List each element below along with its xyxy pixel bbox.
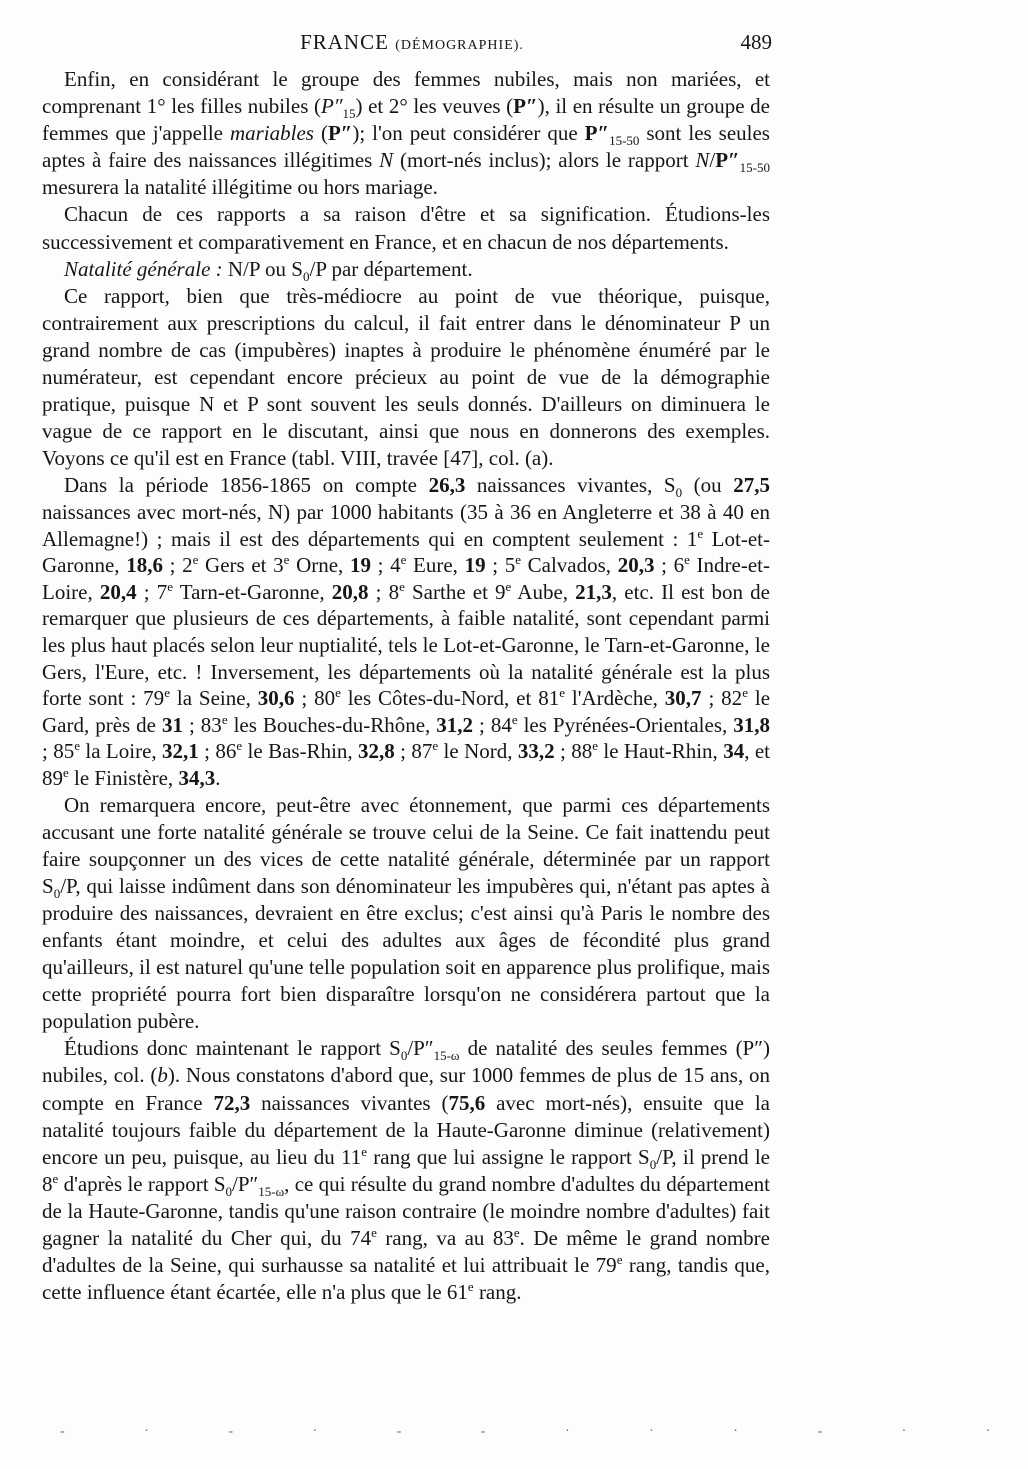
text-run-paragraphs-p5-b13: 31,2	[436, 712, 474, 737]
text-run-paragraphs-p5-r5: e	[515, 552, 521, 568]
text-run-paragraphs-p5-t31: ; 85	[42, 739, 75, 764]
text-run-paragraphs-p5-t20: , etc. Il est bon de remarquer que plusieurs de ces départements, à faible natalité, sont cependant parmi les plus haut placés selon leur nuptialité, tels le Lot-et-Garonne, le Tarn-et-Garonne, le Gers, l'Eure, etc. ! Inversement, les départements où la natalité générale est la plus forte sont : 79	[42, 579, 771, 711]
text-run-paragraphs-p5-r1: e	[697, 525, 704, 541]
text-run-paragraphs-p5-t26: le Gard, près de	[42, 686, 771, 737]
text-run-paragraphs-p5-b5: 19	[464, 553, 486, 578]
text-run-paragraphs-p7-b1: 72,3	[213, 1090, 251, 1115]
text-run-paragraphs-p5-t39: , et 89	[42, 739, 770, 790]
text-run-paragraphs-p5-r17: e	[236, 738, 243, 754]
text-run-paragraphs-p7-t1: Étudions donc maintenant le rapport S	[64, 1036, 401, 1061]
text-run-paragraphs-p7-s3: 0	[649, 1156, 657, 1172]
text-run-paragraphs-p5-t6: ; 2	[162, 553, 193, 578]
text-run-paragraphs-p1-b2: P″	[327, 121, 353, 146]
text-run-paragraphs-p7-r1: e	[361, 1143, 368, 1159]
header-title	[52, 30, 772, 55]
text-run-paragraphs-p5-b14: 31,8	[733, 712, 770, 737]
text-run-paragraphs-p7-t14: rang, tandis que, cette influence étant écartée, elle n'a plus que le 61	[42, 1253, 771, 1305]
text-run-paragraphs-p5-t29: ; 84	[473, 712, 512, 737]
text-run-paragraphs-p7-t6: avec mort-nés), ensuite que la natalité toujours faible du département de la Haute-Garonne diminue (relativement) encore un peu, puisque, au lieu du 11	[42, 1090, 770, 1169]
text-run-paragraphs-p5-r15: e	[511, 711, 518, 727]
text-run-paragraphs-p5-r18: e	[432, 738, 439, 754]
text-run-paragraphs-p5-t11: ; 5	[485, 553, 516, 578]
header-country: FRANCE	[300, 30, 389, 54]
text-run-paragraphs-p7-t12: rang, va au 83	[376, 1226, 514, 1251]
body-text	[42, 66, 770, 1306]
paragraph-chacun: Chacun de ces rapports a sa raison d'être et sa signification. Étudions-les successivement et comparativement en France, et en chacun de nos départements.	[42, 202, 770, 254]
text-run-paragraphs-p1-e3: N	[379, 148, 394, 173]
text-run-paragraphs-p5-t18: Sarthe et 9	[404, 579, 506, 604]
text-run-paragraphs-p7-s2: 15-ω	[433, 1048, 460, 1064]
text-run-paragraphs-p1-e2: mariables	[229, 121, 314, 146]
text-run-paragraphs-p5-b3: 18,6	[126, 553, 163, 578]
text-run-paragraphs-p7-r2: e	[52, 1170, 59, 1186]
text-run-paragraphs-p7-t5: naissances vivantes (	[250, 1090, 449, 1115]
text-run-paragraphs-p3-s1: 0	[302, 268, 310, 284]
text-run-paragraphs-p5-t7: Gers et 3	[198, 553, 284, 578]
text-run-paragraphs-p5-b4: 19	[349, 553, 371, 578]
text-run-paragraphs-p5-t16: Tarn-et-Garonne,	[172, 579, 332, 604]
text-run-paragraphs-p5-t2: naissances vivantes, S	[465, 473, 676, 498]
text-run-paragraphs-p1-s1: 15	[342, 106, 356, 122]
text-run-paragraphs-p7-t4: ). Nous constatons d'abord que, sur 1000 femmes de plus de 15 ans, on compte en France	[42, 1063, 770, 1115]
text-run-paragraphs-p7-t10: /P″	[232, 1171, 259, 1196]
text-run-paragraphs-p5-b1: 26,3	[428, 473, 466, 498]
text-run-paragraphs-p5-b19: 34,3	[178, 765, 216, 790]
paragraph-etudions-donc	[42, 1035, 770, 1306]
text-run-paragraphs-p7-t7: rang que lui assigne le rapport S	[367, 1144, 650, 1169]
text-run-paragraphs-p5-b6: 20,3	[617, 553, 655, 578]
text-run-paragraphs-p5-r19: e	[592, 738, 598, 754]
text-run-paragraphs-p7-r4: e	[513, 1225, 520, 1241]
text-run-paragraphs-p5-t23: les Côtes-du-Nord, et 81	[340, 686, 560, 711]
text-run-paragraphs-p7-s1: 0	[400, 1048, 408, 1064]
text-run-paragraphs-p5-r4: e	[400, 552, 407, 568]
text-run-paragraphs-p5-t17: ; 8	[368, 579, 400, 604]
text-run-paragraphs-p5-r7: e	[167, 578, 173, 594]
text-run-paragraphs-p5-b17: 33,2	[517, 739, 555, 764]
text-run-paragraphs-p5-r14: e	[221, 711, 228, 727]
text-run-paragraphs-p5-t9: ; 4	[370, 553, 401, 578]
text-run-paragraphs-p5-t14: Indre-et-Loire,	[42, 553, 770, 604]
text-run-paragraphs-p5-b2: 27,5	[733, 473, 770, 498]
text-run-paragraphs-p5-r2: e	[192, 552, 199, 568]
text-run-paragraphs-p5-t15: ; 7	[136, 579, 168, 604]
text-run-paragraphs-p7-t13: . De même le grand nombre d'adultes de la Seine, qui surhausse sa natalité et lui attribuait le 79	[42, 1226, 770, 1278]
text-run-paragraphs-p5-t28: les Bouches-du-Rhône,	[227, 712, 437, 737]
text-run-paragraphs-p3-e1: Natalité générale :	[64, 256, 223, 281]
text-run-paragraphs-p5-b16: 32,8	[358, 739, 395, 764]
text-run-paragraphs-p1-t3: ), il en résulte un groupe de femmes que j'appelle	[42, 94, 770, 146]
footer-print-marks: - · - · - - · · · - · ·	[60, 1424, 1028, 1439]
paragraph-mariables	[42, 66, 770, 201]
text-run-paragraphs-p5-b7: 20,4	[99, 579, 137, 604]
text-run-paragraphs-p6-s1: 0	[53, 886, 61, 901]
text-run-paragraphs-p5-t4: naissances avec mort-nés, N) par 1000 habitants (35 à 36 en Angleterre et 38 à 40 en Allemagne!) ; mais il est des départements qui en comptent seulement : 1	[42, 500, 770, 551]
text-run-paragraphs-p5-t21: la Seine,	[169, 686, 258, 711]
text-run-paragraphs-p5-b10: 30,6	[257, 686, 295, 711]
text-run-paragraphs-p1-t1: Enfin, en considérant le groupe des femmes nubiles, mais non mariées, et comprenant 1° les filles nubiles (	[42, 67, 770, 119]
text-run-paragraphs-p5-b18: 34	[723, 739, 745, 764]
text-run-paragraphs-p5-r13: e	[742, 685, 748, 701]
text-run-paragraphs-p7-t8: /P, il prend le 8	[42, 1144, 770, 1196]
text-run-paragraphs-p1-t4: (	[313, 121, 328, 146]
text-run-paragraphs-p6-t1: On remarquera encore, peut-être avec étonnement, que parmi ces départements accusant une forte natalité générale se trouve celui de la Seine. Ce fait inattendu peut faire soupçonner un des vices de cette natalité générale, déterminée par un rapport S	[42, 792, 770, 898]
text-run-paragraphs-p7-s5: 15-ω	[258, 1184, 285, 1200]
page-number: 489	[740, 30, 772, 54]
text-run-paragraphs-p1-t6: sont les seules aptes à faire des naissances illégitimes	[42, 121, 770, 173]
text-run-paragraphs-p5-t1: Dans la période 1856-1865 on compte	[64, 473, 429, 498]
text-run-paragraphs-p1-t9: mesurera la natalité illégitime ou hors mariage.	[42, 175, 438, 200]
text-run-paragraphs-p1-b1: P″	[513, 94, 538, 119]
text-run-paragraphs-p5-t36: le Nord,	[438, 739, 518, 764]
text-run-paragraphs-p5-t37: ; 88	[554, 739, 593, 764]
text-run-paragraphs-p1-e4: N	[695, 148, 710, 173]
text-run-paragraphs-p5-r20: e	[63, 764, 69, 780]
text-run-paragraphs-p3-t1: N/P ou S	[222, 256, 303, 281]
text-run-paragraphs-p7-e1: b	[157, 1063, 168, 1088]
text-run-paragraphs-p5-t41: .	[215, 765, 221, 790]
text-run-paragraphs-p5-t10: Eure,	[406, 553, 465, 578]
text-run-paragraphs-p5-t12: Calvados,	[521, 553, 618, 578]
text-run-paragraphs-p5-r8: e	[399, 578, 405, 594]
text-run-paragraphs-p5-t25: ; 82	[701, 686, 743, 711]
text-run-paragraphs-p5-t8: Orne,	[289, 553, 350, 578]
text-run-paragraphs-p1-b3: P″	[584, 121, 610, 146]
text-run-paragraphs-p5-t27: ; 83	[183, 712, 222, 737]
text-run-paragraphs-p7-t11: , ce qui résulte du grand nombre d'adultes du département de la Haute-Garonne, tandis qu'une raison contraire (le moindre nombre d'adultes) fait gagner la natalité du Cher qui, du 74	[42, 1171, 770, 1251]
text-run-paragraphs-p1-b4: P″	[715, 148, 740, 173]
text-run-paragraphs-p5-r6: e	[684, 552, 690, 568]
text-run-paragraphs-p5-t32: la Loire,	[80, 739, 163, 764]
text-run-paragraphs-p5-b11: 30,7	[664, 686, 702, 711]
text-run-paragraphs-p5-t19: Aube,	[511, 579, 576, 604]
text-run-paragraphs-p5-t24: l'Ardèche,	[565, 686, 665, 711]
text-run-paragraphs-p5-t3: (ou	[682, 473, 734, 498]
text-run-paragraphs-p7-t15: rang.	[473, 1280, 522, 1305]
running-header	[52, 30, 772, 60]
text-run-paragraphs-p1-t7: (mort-nés inclus); alors le rapport	[393, 148, 696, 173]
text-run-paragraphs-p7-t9: d'après le rapport S	[58, 1171, 226, 1196]
text-run-paragraphs-p5-t40: le Finistère,	[68, 765, 179, 790]
text-run-paragraphs-p5-r11: e	[335, 685, 341, 701]
text-run-paragraphs-p5-t35: ; 87	[394, 739, 433, 764]
text-run-paragraphs-p3-t2: /P par département.	[309, 256, 473, 281]
text-run-paragraphs-p1-t2: ) et 2° les veuves (	[355, 94, 514, 119]
text-run-paragraphs-p7-t2: /P″	[407, 1036, 434, 1061]
text-run-paragraphs-p5-t22: ; 80	[294, 686, 336, 711]
text-run-paragraphs-p5-t30: les Pyrénées-Orientales,	[517, 712, 734, 737]
text-run-paragraphs-p7-r3: e	[371, 1225, 377, 1241]
text-run-paragraphs-p5-r16: e	[74, 738, 80, 754]
text-run-paragraphs-p5-b9: 21,3	[575, 579, 612, 604]
header-subtitle: (DÉMOGRAPHIE).	[395, 38, 524, 53]
text-run-paragraphs-p5-r9: e	[505, 578, 512, 594]
text-run-paragraphs-p5-r10: e	[164, 685, 170, 701]
text-run-paragraphs-p5-r3: e	[283, 552, 290, 568]
text-run-paragraphs-p5-b8: 20,8	[331, 579, 369, 604]
text-run-paragraphs-p7-b2: 75,6	[448, 1090, 486, 1115]
text-run-paragraphs-p5-t13: ; 6	[654, 553, 685, 578]
text-run-paragraphs-p5-t34: le Bas-Rhin,	[242, 739, 359, 764]
text-run-paragraphs-p1-t5: ); l'on peut considérer que	[352, 121, 585, 146]
text-run-paragraphs-p1-e1: P″	[320, 94, 343, 119]
text-run-paragraphs-p1-s2: 15-50	[609, 133, 640, 149]
paragraph-periode	[42, 472, 770, 791]
paragraph-ce-rapport: Ce rapport, bien que très-médiocre au point de vue théorique, puisque, contrairement aux prescriptions du calcul, il fait entrer dans le dénominateur P un grand nombre de cas (impubères) inaptes à produire le phénomène énuméré par le numérateur, est cependant encore précieux au point de vue de la démographie pratique, puisque N et P sont souvent les seuls donnés. D'ailleurs on diminuera le vague de ce rapport en le discutant, ainsi que nous en donnerons des exemples. Voyons ce qu'il est en France (tabl. VIII, travée [47], col. (a).	[42, 283, 770, 471]
text-run-paragraphs-p5-t38: le Haut-Rhin,	[597, 739, 724, 764]
text-run-paragraphs-p6-t2: /P, qui laisse indûment dans son dénominateur les impubères qui, n'étant pas aptes à produire des naissances, devraient en être exclus; c'est ainsi qu'à Paris le nombre des enfants étant moindre, et celui des adultes aux âges de fécondité plus grand qu'ailleurs, il est naturel qu'une telle population soit en apparence plus prolifique, mais cette propriété pourra fort bien disparaître lorsqu'on ne considérera partout que la population pubère.	[42, 873, 770, 1034]
text-run-paragraphs-p7-t3: de natalité des seules femmes (P″) nubiles, col. (	[42, 1036, 770, 1088]
text-run-paragraphs-p7-r5: e	[616, 1252, 623, 1268]
text-run-paragraphs-p7-s4: 0	[225, 1184, 233, 1200]
text-run-paragraphs-p5-t33: ; 86	[198, 739, 237, 764]
section-heading-natalite-generale	[42, 256, 770, 283]
text-run-paragraphs-p5-t5: Lot-et-Garonne,	[42, 526, 770, 578]
text-run-paragraphs-p7-r6: e	[467, 1279, 474, 1295]
text-run-paragraphs-p5-r12: e	[559, 685, 565, 701]
text-run-paragraphs-p5-b15: 32,1	[162, 739, 199, 764]
text-run-paragraphs-p5-b12: 31	[162, 712, 183, 737]
paragraph-seine-remark	[42, 792, 770, 1036]
text-run-paragraphs-p1-t8: /	[709, 148, 716, 173]
text-run-paragraphs-p5-s1: 0	[675, 485, 683, 501]
text-run-paragraphs-p1-s3: 15-50	[739, 160, 770, 176]
